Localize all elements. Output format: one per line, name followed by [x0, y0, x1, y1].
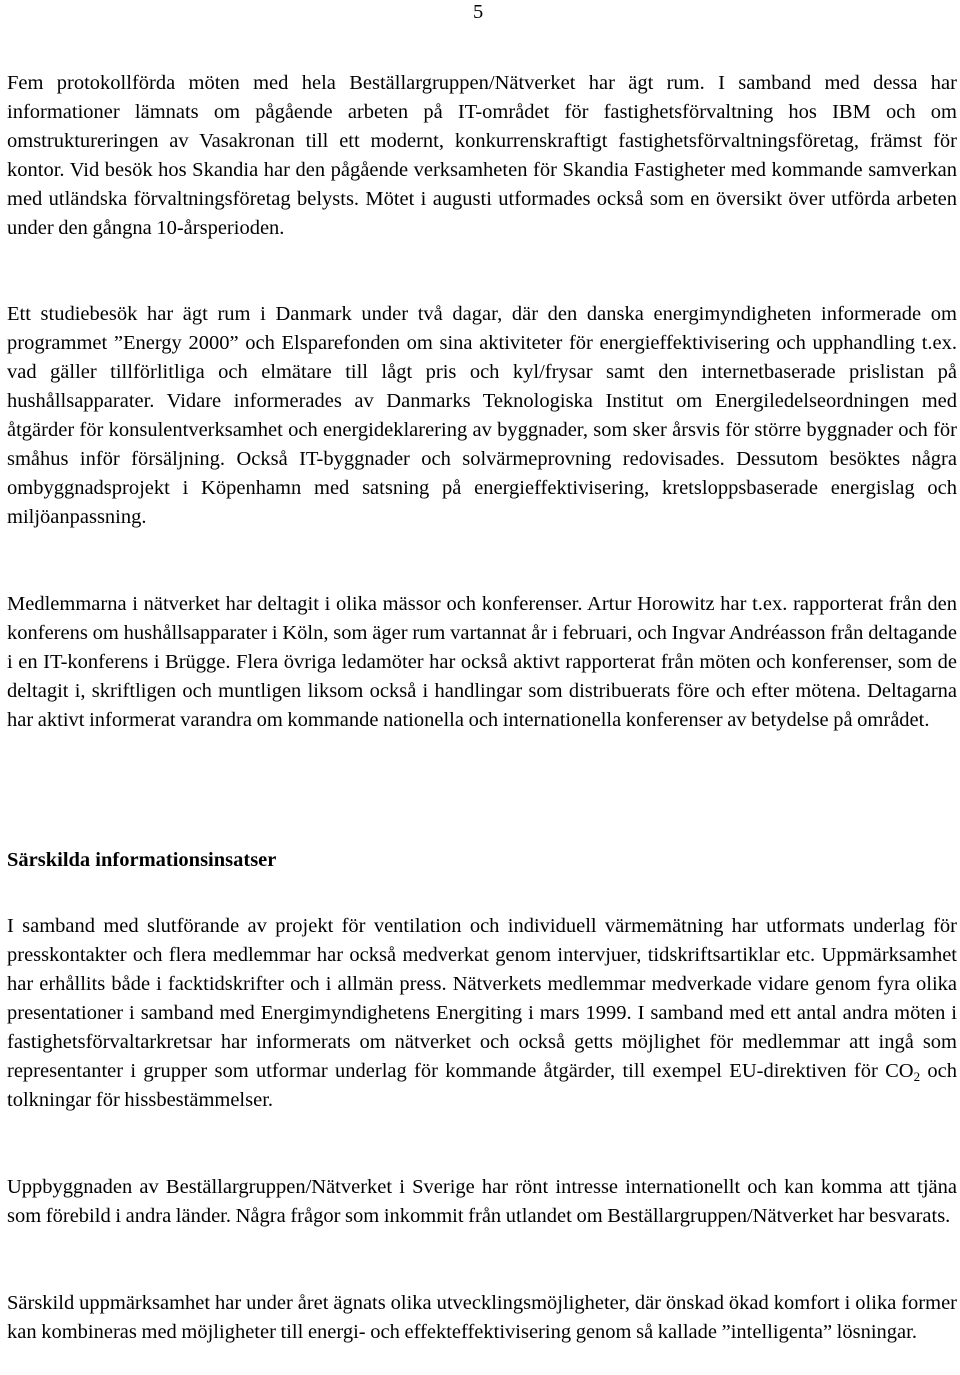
page-number: 5 [473, 1, 484, 23]
paragraph-information-efforts-main: I samband med slutförande av projekt för ventilation och individuell värmemätning har utformats underlag för presskontakter och flera medlemmar har också medverkat genom intervjuer, tidskriftsartiklar etc. Uppmärksamhet har erhållits både i facktidskrifter och i allmän press. Nätverkets medlemmar medverkade vidare genom fyra olika presentationer i samband med Energimyndighetens Energiting i mars 1999. I samband med ett antal andra möten i fastighetsförvaltarkretsar har informerats om nätverket och också getts möjlighet för medlemmar att ingå som representanter i grupper som utformar underlag för kommande åtgärder, till exempel EU-direktiven för CO [7, 915, 957, 1082]
paragraph-fairs-and-conferences: Medlemmarna i nätverket har deltagit i olika mässor och konferenser. Artur Horowitz har t.ex. rapporterat från den konferens om hushållsapparater i Köln, som äger rum vartannat år i februari, och Ingvar Andréasson från deltagande i en IT-konferens i Brügge. Flera övriga ledamöter har också aktivt rapporterat från möten och konferenser, som de deltagit i, skriftligen och muntligen liksom också i handlingar som distribuerats före och efter mötena. Deltagarna har aktivt informerat varandra om kommande nationella och internationella konferenser av betydelse på området. [7, 593, 957, 731]
paragraph-denmark-study-visit: Ett studiebesök har ägt rum i Danmark under två dagar, där den danska energimyndigheten informerade om programmet ”Energy 2000” och Elsparefonden om sina aktiviteter för energieffektivisering och upphandling t.ex. vad gäller tillförlitliga och elmätare till lågt pris och kyl/frysar samt den internetbaserade prislistan på hushållsapparater. Vidare informerades av Danmarks Teknologiska Institut om Energiledelseordningen med åtgärder för konsulentverksamhet och energideklarering av byggnader, som sker årsvis för större byggnader och för småhus inför försäljning. Också IT-byggnader och solvärmeprovning redovisades. Dessutom besöktes några ombyggnadsprojekt i Köpenhamn med satsning på energieffektivisering, kretsloppsbaserade energislag och miljöanpassning. [7, 303, 957, 528]
paragraph-international-interest: Uppbyggnaden av Beställargruppen/Nätverket i Sverige har rönt intresse internationellt och kan komma att tjäna som förebild i andra länder. Några frågor som inkommit från utlandet om Beställargruppen/Nätverket har besvarats. [7, 1176, 957, 1227]
section-heading: Särskilda informationsinsatser [7, 849, 277, 871]
paragraph-information-efforts-end: och tolkningar för hissbestämmelser. [7, 1060, 957, 1111]
paragraph-development-opportunities: Särskild uppmärksamhet har under året ägnats olika utvecklingsmöjligheter, där önskad ökad komfort i olika former kan kombineras med möjligheter till energi- och effekteffektivisering genom så kallade ”intelligenta” lösningar. [7, 1292, 957, 1343]
paragraph-information-efforts [7, 912, 957, 1115]
co2-subscript: 2 [913, 1069, 921, 1084]
paragraph-meetings: Fem protokollförda möten med hela Beställargruppen/Nätverket har ägt rum. I samband med dessa har informationer lämnats om pågående arbeten på IT-området för fastighetsförvaltning hos IBM och om omstruktureringen av Vasakronan till ett modernt, konkurrenskraftigt fastighetsförvaltningsföretag, främst för kontor. Vid besök hos Skandia har den pågående verksamheten för Skandia Fastigheter med kommande samverkan med utländska förvaltningsföretag belysts. Mötet i augusti utformades också som en översikt över utförda arbeten under den gångna 10-årsperioden. [7, 72, 957, 239]
